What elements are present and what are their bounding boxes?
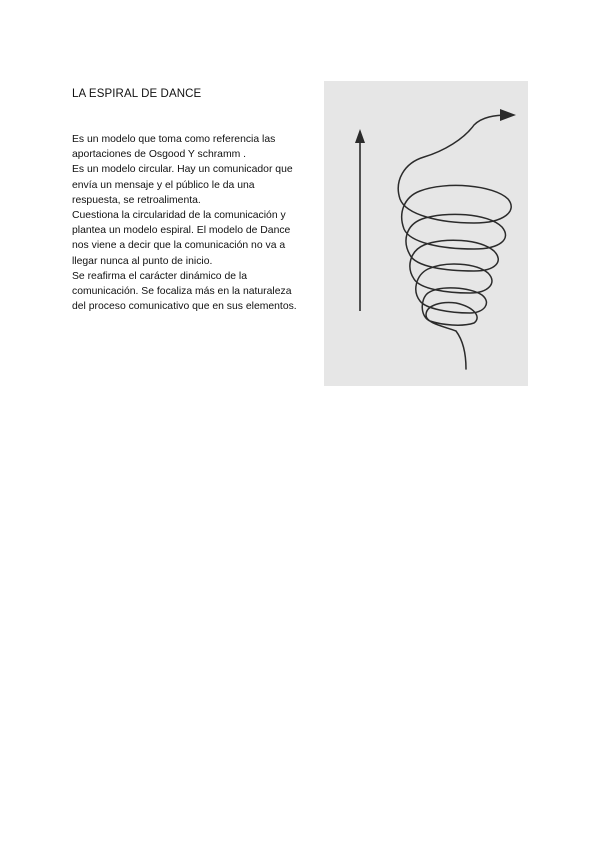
text-line: Cuestiona la circularidad de la comunicación y	[72, 210, 286, 222]
text-line: Es un modelo circular. Hay un comunicador que	[72, 164, 293, 176]
dance-spiral-figure	[324, 81, 528, 386]
text-line: envía un mensaje y el público le da una	[72, 179, 255, 191]
dance-helix-spiral	[398, 115, 512, 369]
text-line: respuesta, se retroalimenta.	[72, 194, 201, 206]
text-line: aportaciones de Osgood Y schramm .	[72, 149, 247, 161]
text-line: plantea un modelo espiral. El modelo de Dance	[72, 225, 291, 237]
upward-arrow-head	[355, 129, 365, 143]
page-title: LA ESPIRAL DE DANCE	[72, 88, 202, 100]
body-paragraph	[72, 132, 320, 314]
spiral-drawing	[324, 81, 528, 386]
text-line: comunicación. Se focaliza más en la naturaleza	[72, 286, 292, 298]
text-line: del proceso comunicativo que en sus elementos.	[72, 301, 297, 313]
rightward-arrow-head	[500, 109, 516, 121]
text-line: nos viene a decir que la comunicación no va a	[72, 240, 286, 252]
text-line: llegar nunca al punto de inicio.	[72, 255, 213, 267]
text-line: Se reafirma el carácter dinámico de la	[72, 270, 247, 282]
text-line: Es un modelo que toma como referencia las	[72, 134, 276, 145]
